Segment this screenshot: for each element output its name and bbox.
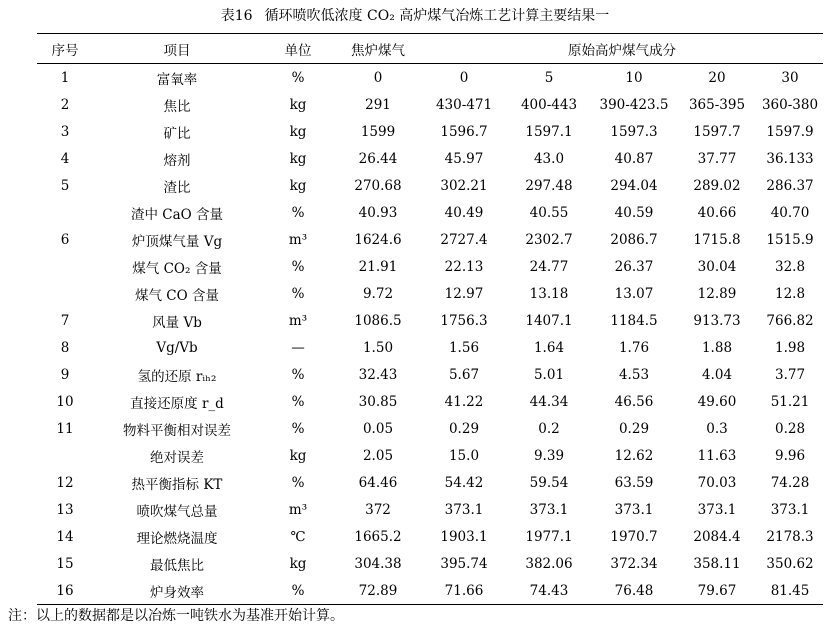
row-value-4: 63.59 [614,474,654,491]
table-row [37,253,823,280]
row-index: 2 [60,96,70,113]
row-item: 矿比 [163,125,191,142]
row-item: 物料平衡相对误差 [123,422,231,439]
row-value-6: 74.28 [770,474,810,491]
row-value-5: 1.88 [701,339,733,356]
row-unit: % [291,204,305,221]
row-value-5: 49.60 [697,393,737,410]
row-value-2: 54.42 [444,474,484,491]
header-item: 项目 [93,34,261,64]
row-value-3: 5.01 [533,366,565,383]
table-row [37,469,823,496]
row-index [37,199,93,226]
row-value-2: 41.22 [444,393,484,410]
row-value-5: 358.11 [693,555,741,572]
header-original-gas: 原始高炉煤气成分 [421,34,823,64]
row-value-3: 1597.1 [525,123,573,140]
table-row [37,118,823,145]
row-value-3: 400-443 [520,96,578,113]
row-index: 4 [60,150,70,167]
row-value-5: 30.04 [697,258,737,275]
row-unit: % [291,474,305,491]
row-value-2: 71.66 [421,577,507,605]
row-item: 富氧率 [156,71,198,88]
row-value-4: 2086.7 [610,231,658,248]
row-value-2: 302.21 [440,177,488,194]
row-value-1: 64.46 [358,474,398,491]
row-value-1: 1624.6 [354,231,402,248]
row-value-1: 291 [365,96,391,113]
row-value-3: 1977.1 [525,528,573,545]
row-index: 6 [60,231,70,248]
table-row [37,91,823,118]
row-unit: kg [289,177,307,194]
row-item: 氢的还原 rᵢₕ₂ [137,368,217,385]
row-unit: kg [289,123,307,140]
header-index: 序号 [37,34,93,64]
row-unit: m³ [288,312,308,329]
row-value-2: 1596.7 [440,123,488,140]
row-value-5: 289.02 [693,177,741,194]
row-value-1: 0 [373,69,383,86]
row-value-6: 286.37 [766,177,814,194]
row-value-5: 37.77 [697,150,737,167]
row-index: 14 [56,528,74,545]
row-value-5: 40.66 [697,204,737,221]
results-table [37,33,823,605]
row-value-4: 390-423.5 [599,96,669,113]
row-unit: kg [289,150,307,167]
row-unit: % [291,393,305,410]
row-item: 风量 Vb [152,314,202,331]
table-row [37,199,823,226]
row-value-4: 373.1 [614,501,654,518]
row-value-1: 26.44 [358,150,398,167]
row-value-2: 1903.1 [440,528,488,545]
row-unit: — [291,339,305,356]
row-value-1: 1665.2 [354,528,402,545]
row-value-3: 13.18 [529,285,569,302]
row-value-3: 0.2 [538,420,560,437]
row-value-4: 1597.3 [610,123,658,140]
row-value-5: 79.67 [677,577,757,605]
row-value-2: 373.1 [444,501,484,518]
row-value-2: 1.56 [448,339,480,356]
table-row [37,442,823,469]
row-value-3: 373.1 [529,501,569,518]
row-value-2: 22.13 [444,258,484,275]
row-item: 理论燃烧温度 [136,530,218,547]
table-row [37,307,823,334]
caption-label: 表16 [220,8,253,24]
row-index: 13 [56,501,74,518]
row-value-1: 1599 [360,123,396,140]
table-caption [0,6,830,26]
row-value-6: 350.62 [766,555,814,572]
row-value-6: 30 [781,69,799,86]
header-row [37,34,823,64]
row-item: 热平衡指标 KT [131,476,223,493]
table-row [37,280,823,307]
row-value-5: 20 [708,69,726,86]
row-unit: % [291,69,305,86]
table-row [37,64,823,92]
row-value-2: 45.97 [444,150,484,167]
row-value-4: 1970.7 [610,528,658,545]
row-value-4: 26.37 [614,258,654,275]
row-value-2: 395.74 [440,555,488,572]
row-value-4: 10 [625,69,643,86]
row-item: 煤气 CO 含量 [135,287,219,304]
row-value-5: 373.1 [697,501,737,518]
row-value-5: 12.89 [697,285,737,302]
row-value-4: 40.87 [614,150,654,167]
row-value-2: 2727.4 [440,231,488,248]
row-unit: m³ [288,231,308,248]
table-row [37,577,823,605]
row-index [37,280,93,307]
row-value-3: 40.55 [529,204,569,221]
row-value-4: 12.62 [614,447,654,464]
row-value-3: 9.39 [533,447,565,464]
header-coke-gas: 焦炉煤气 [335,34,421,64]
row-index [37,442,93,469]
row-index: 9 [60,366,70,383]
row-unit: ℃ [290,528,306,545]
row-value-1: 40.93 [358,204,398,221]
row-value-3: 1.64 [533,339,565,356]
row-value-6: 32.8 [774,258,806,275]
row-value-1: 32.43 [358,366,398,383]
row-value-1: 72.89 [335,577,421,605]
row-value-2: 430-471 [435,96,493,113]
row-value-5: 2084.4 [693,528,741,545]
row-index [37,253,93,280]
table-row [37,361,823,388]
row-index: 7 [60,312,70,329]
row-item: 喷吹煤气总量 [136,503,218,520]
row-item: 直接还原度 r_d [130,395,224,412]
row-item: 最低焦比 [150,557,204,574]
row-value-5: 1715.8 [693,231,741,248]
row-value-2: 0.29 [448,420,480,437]
row-value-6: 3.77 [774,366,806,383]
row-value-3: 382.06 [525,555,573,572]
table-row [37,226,823,253]
row-value-6: 0.28 [774,420,806,437]
row-value-3: 44.34 [529,393,569,410]
row-item: 煤气 CO₂ 含量 [132,260,222,277]
row-value-1: 270.68 [354,177,402,194]
row-index: 8 [60,339,70,356]
row-value-4: 1.76 [618,339,650,356]
row-item: 炉身效率 [93,577,261,605]
row-value-4: 76.48 [591,577,677,605]
row-value-3: 1407.1 [525,312,573,329]
row-value-2: 1756.3 [440,312,488,329]
row-index: 3 [60,123,70,140]
row-value-5: 11.63 [697,447,737,464]
row-value-2: 15.0 [448,447,480,464]
row-value-6: 9.96 [774,447,806,464]
row-unit: % [261,577,335,605]
row-unit: % [291,420,305,437]
row-item: 焦比 [163,98,191,115]
row-item: Vg/Vb [156,339,198,356]
row-value-1: 1.50 [362,339,394,356]
row-value-2: 0 [459,69,469,86]
row-value-2: 12.97 [444,285,484,302]
row-value-1: 0.05 [362,420,394,437]
row-value-3: 43.0 [533,150,565,167]
row-value-1: 372 [365,501,391,518]
table-row [37,388,823,415]
table-row [37,334,823,361]
row-value-6: 1.98 [774,339,806,356]
row-value-5: 913.73 [693,312,741,329]
row-value-6: 51.21 [770,393,810,410]
row-value-6: 1515.9 [766,231,814,248]
row-value-1: 30.85 [358,393,398,410]
table-row [37,172,823,199]
row-value-1: 9.72 [362,285,394,302]
row-index: 5 [60,177,70,194]
row-value-4: 294.04 [610,177,658,194]
row-value-4: 1184.5 [610,312,658,329]
row-unit: kg [289,96,307,113]
row-value-6: 2178.3 [766,528,814,545]
row-value-6: 1597.9 [766,123,814,140]
header-unit: 单位 [261,34,335,64]
row-unit: kg [289,447,307,464]
row-item: 熔剂 [163,152,191,169]
table-body [37,64,823,605]
row-item: 炉顶煤气量 Vg [131,233,223,250]
row-value-3: 5 [544,69,554,86]
row-unit: % [291,285,305,302]
row-unit: % [291,258,305,275]
caption-title: 循环喷吹低浓度 CO₂ 高炉煤气冶炼工艺计算主要结果一 [264,8,610,24]
row-value-3: 59.54 [529,474,569,491]
row-value-6: 12.8 [774,285,806,302]
row-value-5: 0.3 [706,420,728,437]
row-value-2: 40.49 [444,204,484,221]
row-value-6: 40.70 [770,204,810,221]
row-value-6: 81.45 [757,577,823,605]
table-row [37,415,823,442]
row-value-3: 24.77 [529,258,569,275]
row-value-3: 297.48 [525,177,573,194]
table-row [37,496,823,523]
row-index: 11 [56,420,74,437]
table-row [37,145,823,172]
row-value-3: 2302.7 [525,231,573,248]
row-index: 16 [37,577,93,605]
row-value-1: 304.38 [354,555,402,572]
row-value-2: 5.67 [448,366,480,383]
row-value-4: 372.34 [610,555,658,572]
row-value-6: 36.133 [766,150,814,167]
row-index: 10 [56,393,74,410]
row-value-6: 766.82 [766,312,814,329]
row-index: 1 [60,69,70,86]
row-value-3: 74.43 [507,577,591,605]
row-value-6: 373.1 [770,501,810,518]
footnote: 注：以上的数据都是以冶炼一吨铁水为基准开始计算。 [8,608,344,624]
row-item: 绝对误差 [150,449,204,466]
row-value-1: 2.05 [362,447,394,464]
row-value-1: 21.91 [358,258,398,275]
row-index: 15 [56,555,74,572]
row-value-4: 0.29 [618,420,650,437]
row-value-5: 70.03 [697,474,737,491]
row-value-5: 4.04 [701,366,733,383]
table-row [37,550,823,577]
row-value-4: 46.56 [614,393,654,410]
row-unit: kg [289,555,307,572]
row-unit: % [291,366,305,383]
row-item: 渣比 [163,179,191,196]
row-value-6: 360-380 [761,96,819,113]
row-value-4: 13.07 [614,285,654,302]
row-unit: m³ [288,501,308,518]
row-value-1: 1086.5 [354,312,402,329]
row-value-5: 1597.7 [693,123,741,140]
table-row [37,523,823,550]
row-value-4: 4.53 [618,366,650,383]
row-value-5: 365-395 [688,96,746,113]
row-value-4: 40.59 [614,204,654,221]
row-item: 渣中 CaO 含量 [130,206,224,223]
row-index: 12 [56,474,74,491]
